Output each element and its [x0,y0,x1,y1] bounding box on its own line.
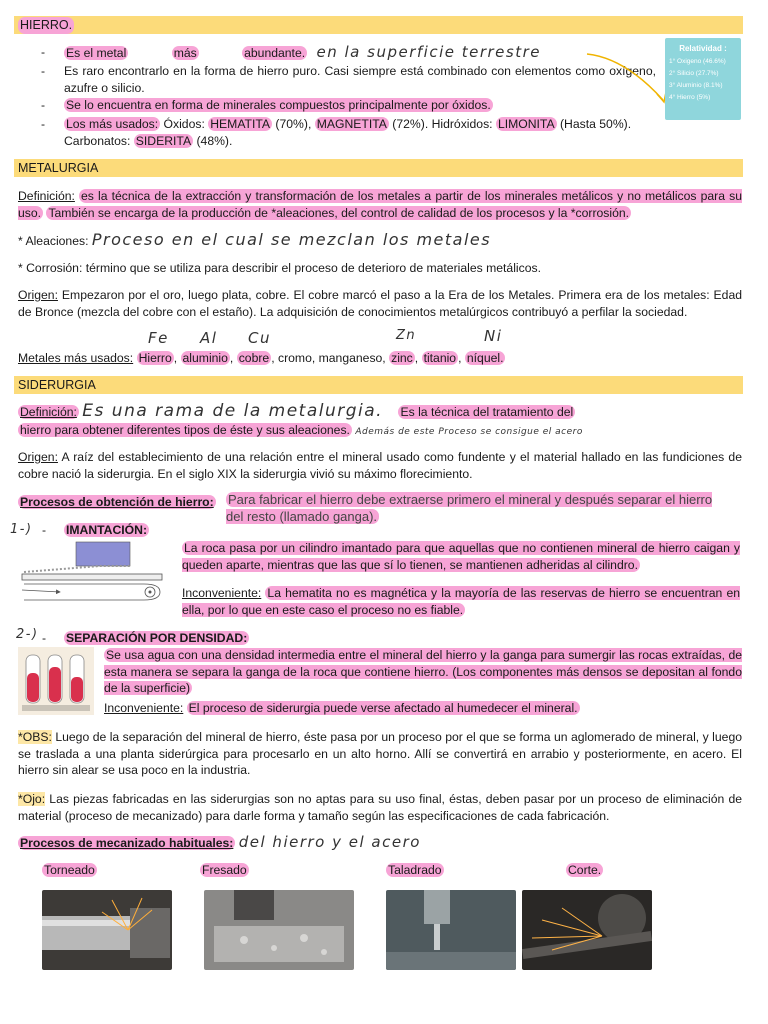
procesos-label: Procesos de obtención de hierro: [20,495,214,509]
bullet-dash: - [41,64,46,78]
bullet-dash: - [41,117,46,131]
handwritten-symbol: Al [200,329,218,347]
origen-metalurgia: Origen: Empezaron por el oro, luego plata, cobre. El cobre marcó el paso a la Era de los Metales. Primera era de los metales: Edad de Bronce (mezcla del cobre con el estaño). La adquisición de conocimientos metalúrgicos contribuyó a perfilar la sociedad. [18,288,742,319]
metales-usados: Metales más usados: Hierro , aluminio , cobre , cromo, manganeso, zinc , titanio , níquel. [18,351,504,365]
section-header-siderurgia [14,376,743,394]
mecanizado-label-taladrado: Taladrado [388,863,442,877]
separacion-inconveniente: Inconveniente: El proceso de siderurgia puede verse afectado al humedecer el mineral. [104,701,578,715]
list-item: Se lo encuentra en forma de minerales compuestos principalmente por óxidos. [66,98,491,112]
separacion-text: Se usa agua con una densidad intermedia entre el mineral del hierro y la ganga para sumergir las rocas extraídas, de esta manera se separa la ganga de la roca que contiene hierro. (Los componentes más densos se depositan al fondo de la superficie) [104,648,742,695]
relatividad-list [665,56,741,104]
handwritten-note: en la superficie terrestre [316,43,541,61]
procesos-text: Para fabricar el hierro debe extraerse primero el mineral y después separar el hierro del resto (llamado ganga). [226,492,713,524]
section-title: METALURGIA [18,161,99,175]
mecanizado-label: Procesos de mecanizado habituales: del hierro y el acero [20,833,421,851]
section-header-metalurgia [14,159,743,177]
handwritten-note: Además de este Proceso se consigue el acero [355,427,583,437]
mecanizado-label-fresado: Fresado [202,863,247,877]
fresado-photo [204,890,354,970]
imantacion-text: La roca pasa por un cilindro imantado para que aquellas que no contienen mineral de hierro caigan y queden aparte, mientras que las que sí lo tienen, se mantienen adheridas al cilindro. [182,541,740,572]
aleaciones-note: * Aleaciones: Proceso en el cual se mezclan los metales [18,230,492,249]
bullet-dash: - [41,98,46,112]
relatividad-title: Relatividad : [679,44,727,53]
list-item: Es raro encontrarlo en la forma de hierro puro. Casi siempre está combinado con elementos como oxígeno, azufre o silicio. [64,64,656,95]
bullet-dash: - [41,45,46,59]
corte-photo [522,890,652,970]
definicion-siderurgia-cont: hierro para obtener diferentes tipos de éste y sus aleaciones. Además de este Proceso se consigue el acero [20,423,583,437]
handwritten-symbol: Ni [484,327,503,345]
imantacion-inconveniente: Inconveniente: La hematita no es magnética y la mayoría de las reservas de hierro se encuentran en ella, por lo que en este caso el proceso no es fiable. [182,586,740,617]
relatividad-item: 4° Hierro (5%) [669,94,711,101]
section-title: HIERRO. [20,18,73,32]
list-item: Los más usados: Óxidos: HEMATITA (70%), MAGNETITA (72%). Hidróxidos: LIMONITA (Hasta 50%). Carbonatos: SIDERITA (48%). [64,117,632,148]
handwritten-symbol: Fe [148,329,169,347]
origen-siderurgia: Origen: A raíz del establecimiento de una relación entre el mineral usado como fundente y el material hallado en las fundiciones de cobre nació la siderurgia. En el siglo XIX la siderurgia vivió su máximo florecimiento. [18,450,742,481]
relatividad-item: 1° Oxigeno (46.6%) [669,58,726,65]
definicion-metalurgia: Definición: es la técnica de la extracción y transformación de los metales a partir de los minerales metálicos y no metálicos para su uso. También se encarga de la producción de *aleaciones, del control de calidad de los procesos y la *corrosión. [18,189,742,220]
density-tubes-illustration [18,647,94,715]
handwritten-note: Proceso en el cual se mezclan los metales [91,230,492,249]
handwritten-note: del hierro y el acero [238,833,421,851]
mecanizado-label-torneado: Torneado [44,863,95,877]
step-number: 1-) [10,522,33,537]
definicion-siderurgia: Definición: Es una rama de la metalurgia. Es la técnica del tratamiento del [20,401,574,421]
handwritten-note: Es una rama de la metalurgia. [82,401,384,421]
mecanizado-label-corte: Corte. [568,863,602,877]
separacion-title: SEPARACIÓN POR DENSIDAD: [66,631,248,645]
obs-note: *OBS: Luego de la separación del mineral de hierro, éste pasa por un proceso por el que se forma un aglomerado de mineral, y luego se traslada a una planta siderúrgica para procesarlo en un alto horno. Allí se convertirá en arrabio y posteriormente, en acero. El hierro sin alear se usa poco en la industria. [18,730,743,777]
handwritten-symbol: Cu [248,329,271,347]
section-header-hierro [14,16,743,34]
relatividad-item: 3° Aluminio (8.1%) [669,82,723,89]
relatividad-item: 2° Silicio (27.7%) [669,70,719,77]
section-title: SIDERURGIA [18,378,96,392]
list-item: Es el metal más abundante. en la superficie terrestre [66,43,541,61]
ojo-note: *Ojo: Las piezas fabricadas en las siderurgias son no aptas para su uso final, éstas, deben pasar por un proceso de eliminación de material (proceso de mecanizado) para darle forma y tamaño según las especificaciones de cada fabricación. [18,792,742,823]
arrow-annotation [585,50,675,110]
bullet-dash: - [42,523,47,537]
relatividad-box [665,38,741,120]
handwritten-symbol: Zn [396,328,417,343]
bullet-dash: - [42,631,47,645]
taladrado-photo [386,890,516,970]
step-number: 2-) [16,627,39,642]
imantacion-title: IMANTACIÓN: [66,523,148,537]
imantacion-diagram [20,540,170,602]
torneado-photo [42,890,172,970]
corrosion-note: * Corrosión: término que se utiliza para describir el proceso de deterioro de materiales metálicos. [18,261,541,275]
